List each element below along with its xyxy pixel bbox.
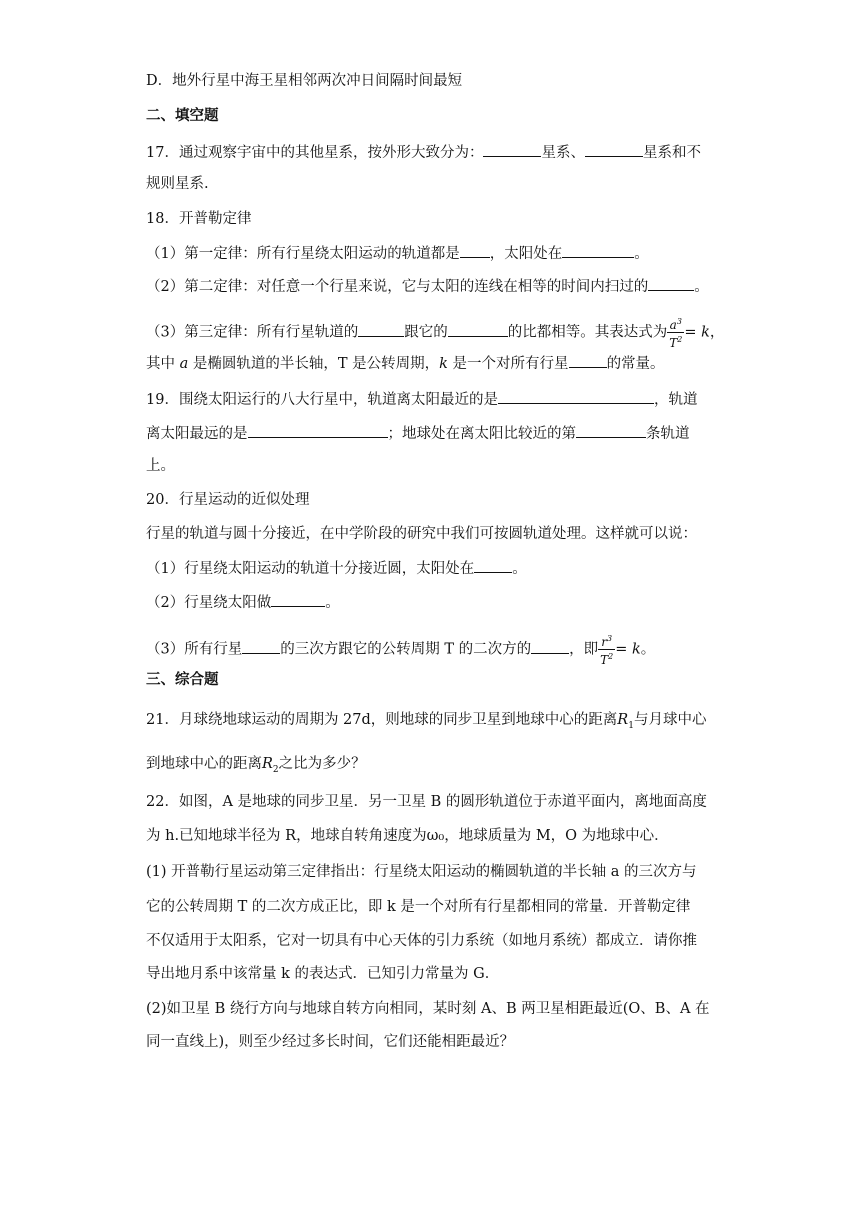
blank[interactable] (585, 141, 643, 157)
blank[interactable] (562, 242, 634, 258)
question-22-part-2-line-2: 同一直线上)，则至少经过多长时间，它们还能相距最近？ (146, 1034, 515, 1050)
circular-orbit-formula: $\frac{r^3}{T^2}$ (600, 634, 614, 667)
blank[interactable] (448, 321, 508, 337)
question-19-cont: 离太阳最远的是 ；地球处在离太阳比较近的第 条轨道 (146, 422, 690, 444)
blank[interactable] (531, 638, 569, 654)
question-20-part-1: （1）行星绕太阳运动的轨道十分接近圆，太阳处在 。 (146, 557, 527, 579)
symbol-r2: $R_2$ (262, 756, 279, 775)
question-17: 17．通过观察宇宙中的其他星系，按外形大致分为： 星系、 星系和不 (146, 141, 701, 163)
blank[interactable] (569, 352, 607, 368)
option-d: D．地外行星中海王星相邻两次冲日间隔时间最短 (146, 73, 463, 89)
question-17-cont: 规则星系. (146, 176, 209, 192)
question-19-cont-2: 上。 (146, 458, 175, 474)
question-19: 19．围绕太阳运行的八大行星中，轨道离太阳最近的是 ，轨道 (146, 388, 697, 410)
kepler-formula: $\frac{a^3}{T^2}$ (669, 317, 683, 350)
question-18-part-2: （2）第二定律：对任意一个行星来说，它与太阳的连线在相等的时间内扫过的 。 (146, 275, 709, 297)
question-21-cont: 到地球中心的距离$R_2$之比为多少？ (146, 756, 366, 775)
question-22: 22．如图，A 是地球的同步卫星．另一卫星 B 的圆形轨道位于赤道平面内，离地面高度 (146, 794, 707, 810)
blank[interactable] (474, 557, 512, 573)
blank[interactable] (271, 591, 325, 607)
question-18-part-3-cont: 其中 a 是椭圆轨道的半长轴，T 是公转周期，k 是一个对所有行星 的常量。 (146, 352, 665, 374)
blank[interactable] (483, 141, 541, 157)
question-21: 21．月球绕地球运动的周期为 27d，则地球的同步卫星到地球中心的距离$R_1$与月球中心 (146, 712, 707, 731)
question-18: 18．开普勒定律 (146, 211, 252, 227)
question-22-part-1: (1) 开普勒行星运动第三定律指出：行星绕太阳运动的椭圆轨道的半长轴 a 的三次方与 (146, 864, 697, 880)
blank[interactable] (460, 242, 490, 258)
question-22-part-2: (2)如卫星 B 绕行方向与地球自转方向相同，某时刻 A、B 两卫星相距最近(O、B、A 在 (146, 1001, 710, 1017)
blank[interactable] (498, 388, 654, 404)
blank[interactable] (576, 422, 646, 438)
question-22-part-1-line-2: 它的公转周期 T 的二次方成正比，即 k 是一个对所有行星都相同的常量．开普勒定律 (146, 899, 691, 915)
question-18-part-1: （1）第一定律：所有行星绕太阳运动的轨道都是 ，太阳处在 。 (146, 242, 649, 264)
section-fill-in-blank-heading: 二、填空题 (146, 107, 219, 124)
blank[interactable] (648, 275, 694, 291)
question-20-intro: 行星的轨道与圆十分接近，在中学阶段的研究中我们可按圆轨道处理。这样就可以说： (146, 526, 697, 542)
question-20-part-2: （2）行星绕太阳做 。 (146, 591, 340, 613)
blank[interactable] (248, 422, 388, 438)
symbol-r1: $R_1$ (617, 712, 634, 731)
question-20: 20．行星运动的近似处理 (146, 492, 310, 508)
question-22-part-1-line-3: 不仅适用于太阳系，它对一切具有中心天体的引力系统（如地月系统）都成立．请你推 (146, 933, 697, 949)
blank[interactable] (358, 321, 404, 337)
question-22-part-1-line-4: 导出地月系中该常量 k 的表达式．已知引力常量为 G． (146, 966, 500, 982)
section-comprehensive-heading: 三、综合题 (146, 671, 219, 688)
question-20-part-3: （3）所有行星 的三次方跟它的公转周期 T 的二次方的 ，即 $\frac{r^3}{T^2}$ = k。 (146, 634, 656, 667)
question-18-part-3: （3）第三定律：所有行星轨道的 跟它的 的比都相等。其表达式为 $\frac{a^3}{T^2}$ = k， (146, 317, 725, 350)
question-22-line-2: 为 h.已知地球半径为 R，地球自转角速度为ω₀，地球质量为 M，O 为地球中心． (146, 828, 669, 844)
blank[interactable] (242, 638, 280, 654)
